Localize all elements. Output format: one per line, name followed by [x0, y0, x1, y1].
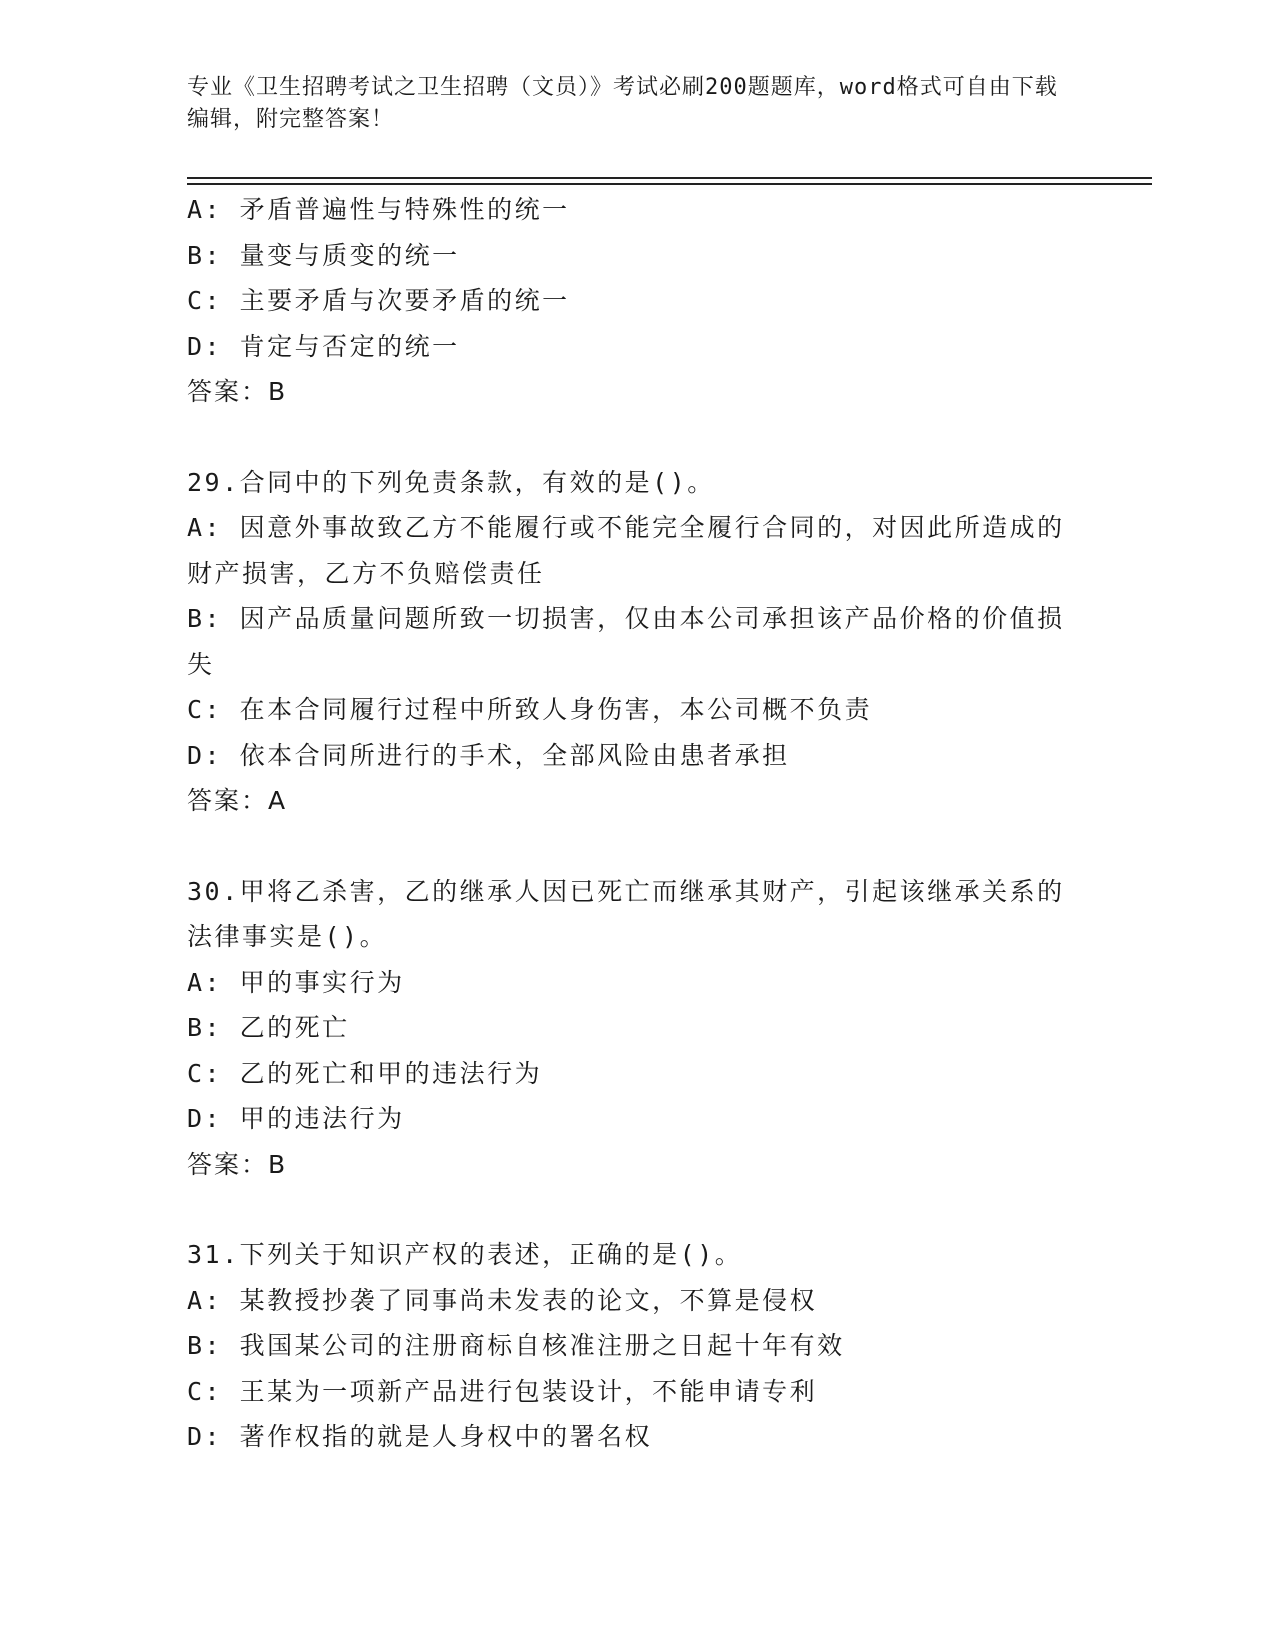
- option-c: C: 主要矛盾与次要矛盾的统一: [187, 286, 570, 315]
- spacer: [187, 1187, 1087, 1232]
- spacer: [187, 824, 1087, 869]
- question-text: 30.甲将乙杀害，乙的继承人因已死亡而继承其财产，引起该继承关系的法律事实是()。: [187, 876, 1065, 951]
- question-list: [187, 187, 1087, 1460]
- answer: 答案：B: [187, 377, 288, 406]
- answer: 答案：A: [187, 786, 288, 815]
- question-28: [187, 187, 1087, 415]
- option-c: C: 在本合同履行过程中所致人身伤害，本公司概不负责: [187, 695, 873, 724]
- option-d: D: 依本合同所进行的手术，全部风险由患者承担: [187, 740, 790, 770]
- question-30: [187, 869, 1087, 1188]
- header-rule-top: [187, 177, 1152, 179]
- option-c: C: 乙的死亡和甲的违法行为: [187, 1058, 543, 1088]
- option-d: D: 肯定与否定的统一: [187, 331, 460, 361]
- question-31: [187, 1232, 1087, 1460]
- option-d: D: 著作权指的就是人身权中的署名权: [187, 1422, 653, 1451]
- option-a: A: 某教授抄袭了同事尚未发表的论文，不算是侵权: [187, 1285, 818, 1315]
- question-text: 29.合同中的下列免责条款，有效的是()。: [187, 467, 715, 497]
- answer: 答案：B: [187, 1149, 288, 1179]
- option-c: C: 王某为一项新产品进行包装设计，不能申请专利: [187, 1376, 818, 1406]
- spacer: [187, 415, 1087, 460]
- question-text: 31.下列关于知识产权的表述，正确的是()。: [187, 1240, 743, 1269]
- option-b: B: 量变与质变的统一: [187, 240, 460, 270]
- header-rule-bottom: [187, 183, 1152, 185]
- option-a: A: 甲的事实行为: [187, 967, 405, 997]
- option-b: B: 因产品质量问题所致一切损害，仅由本公司承担该产品价格的价值损失: [187, 604, 1065, 679]
- option-d: D: 甲的违法行为: [187, 1104, 405, 1133]
- option-b: B: 我国某公司的注册商标自核准注册之日起十年有效: [187, 1331, 845, 1360]
- document-header: 专业《卫生招聘考试之卫生招聘（文员）》考试必刷200题题库，word格式可自由下载编辑，附完整答案！: [187, 75, 1058, 132]
- question-29: [187, 460, 1087, 824]
- option-b: B: 乙的死亡: [187, 1013, 350, 1042]
- option-a: A: 矛盾普遍性与特殊性的统一: [187, 195, 570, 224]
- option-a: A: 因意外事故致乙方不能履行或不能完全履行合同的，对因此所造成的财产损害，乙方不负赔偿责任: [187, 513, 1065, 588]
